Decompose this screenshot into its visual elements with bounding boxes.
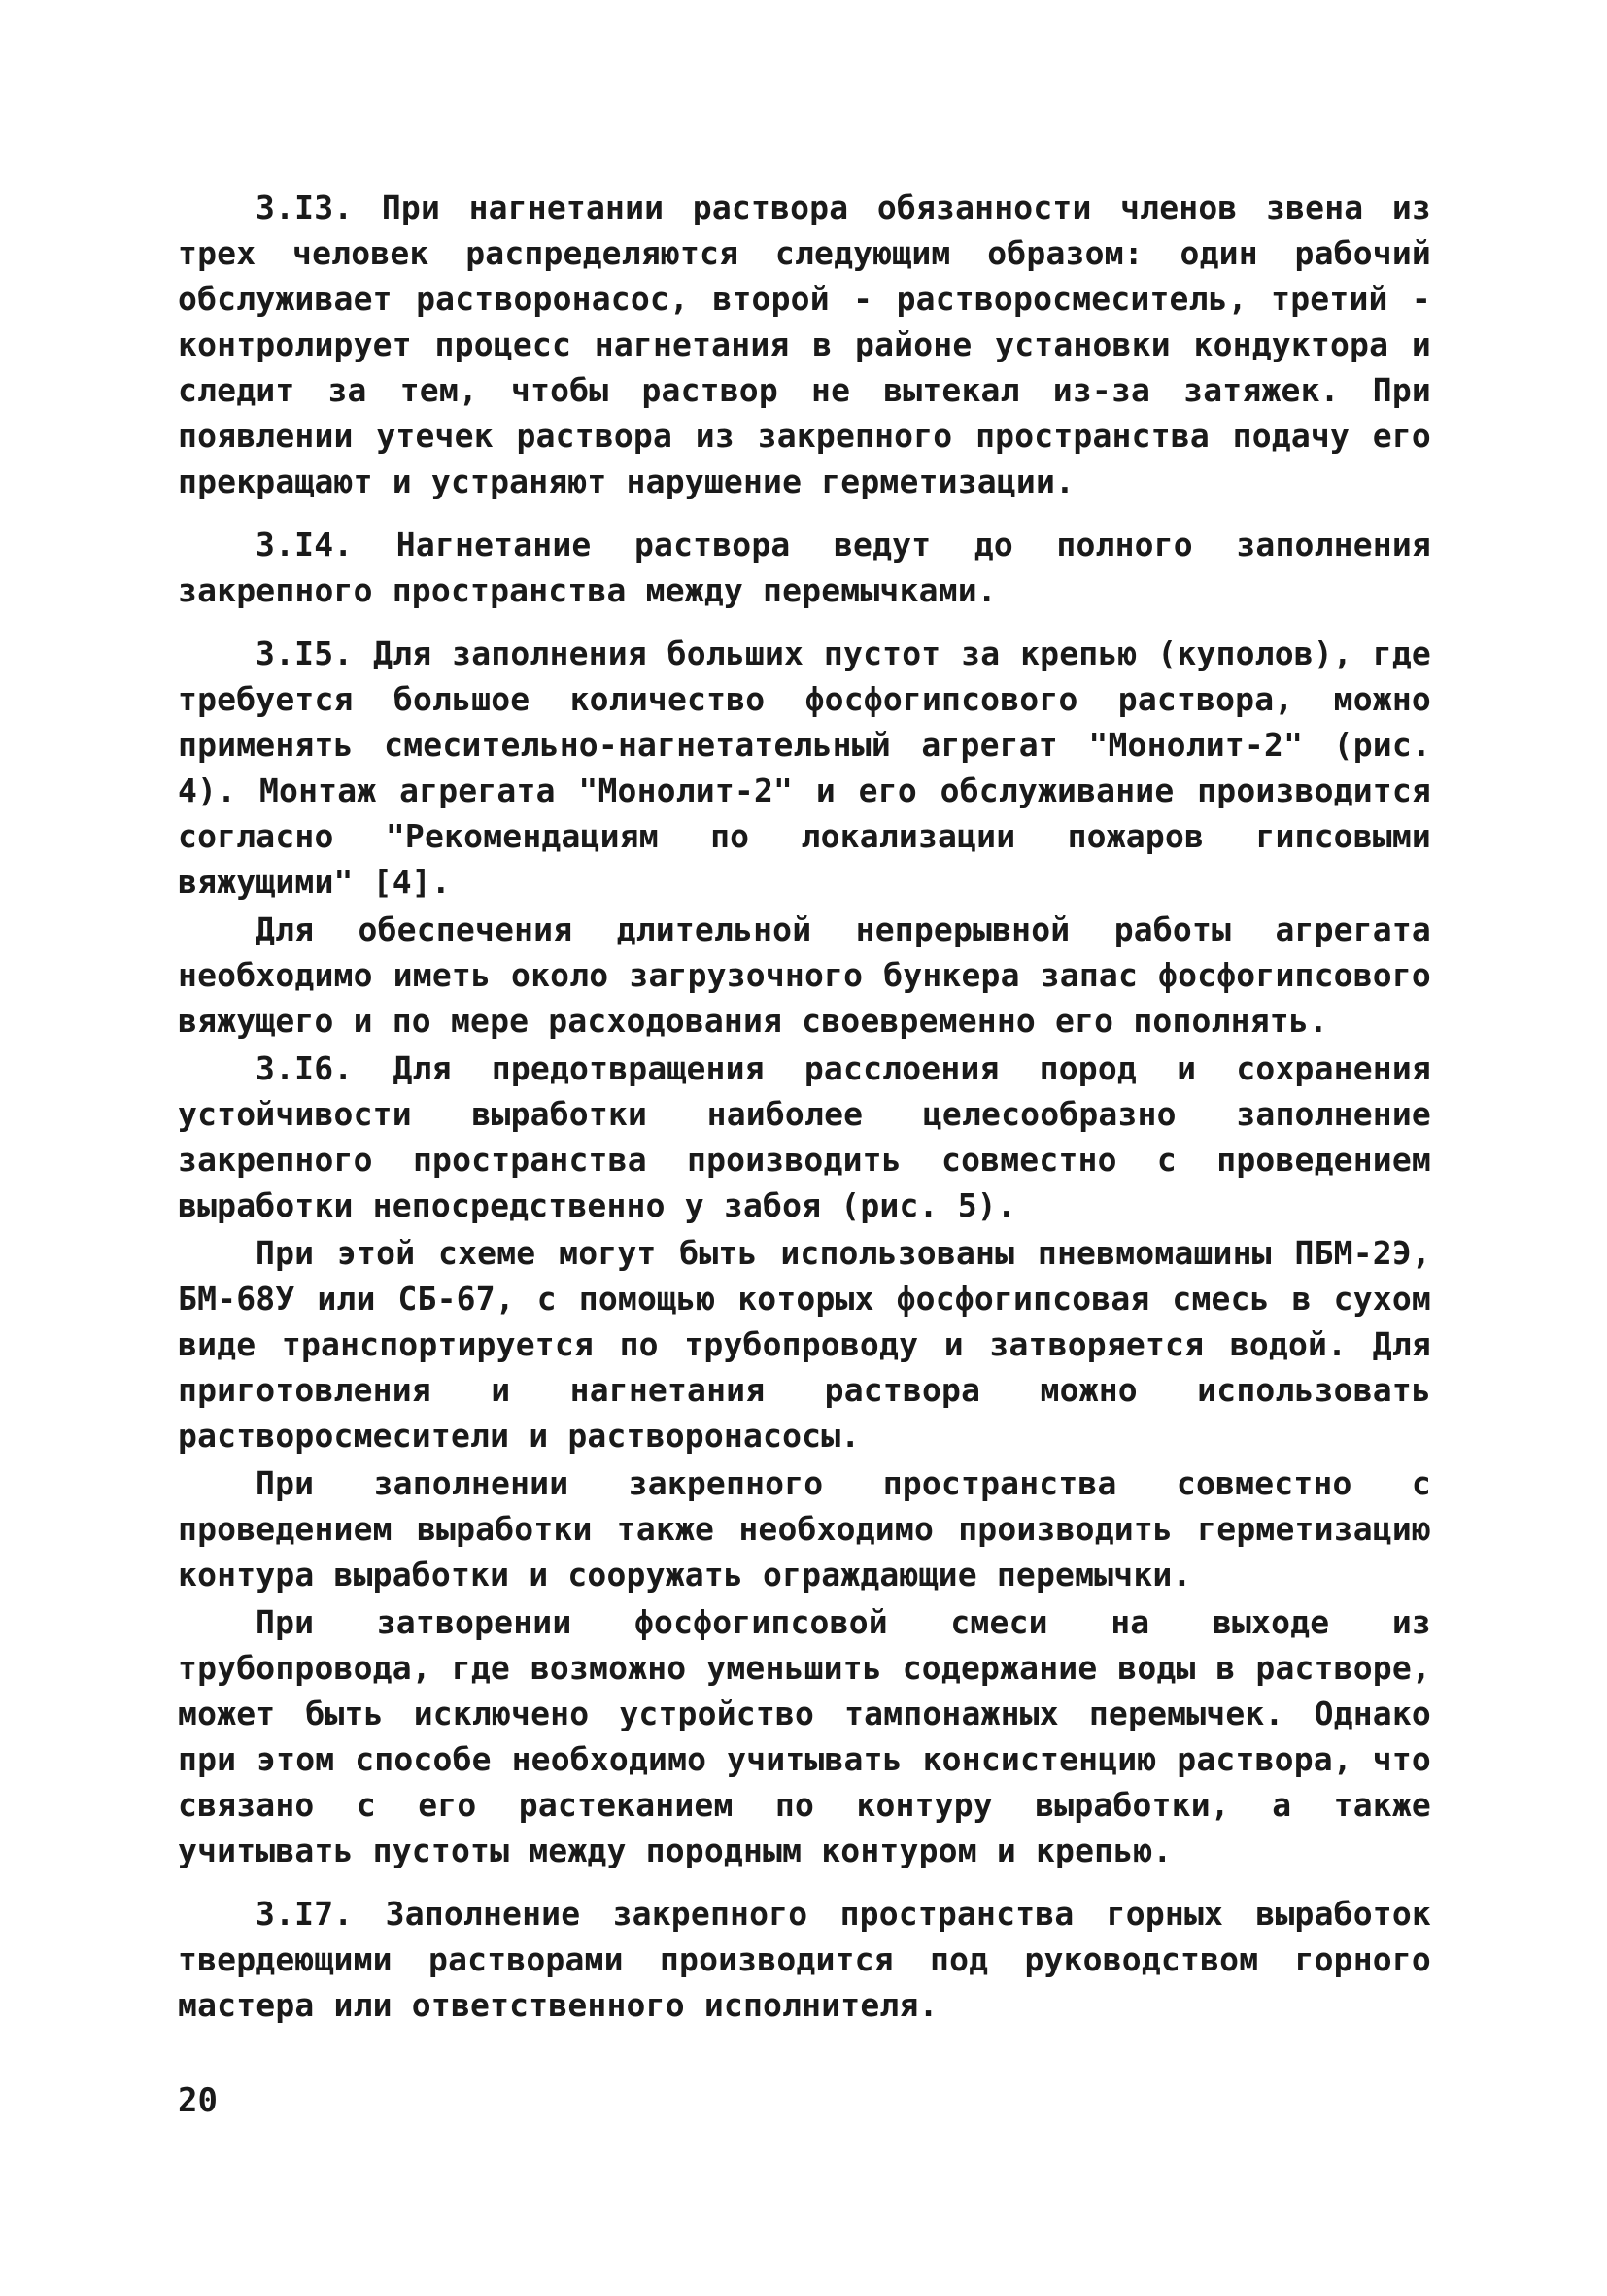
paragraph-3-14: 3.I4. Нагнетание раствора ведут до полного заполнения закрепного пространства между перемычками. xyxy=(178,526,1431,609)
paragraph-aggregate-supply: Для обеспечения длительной непрерывной работы агрегата необходимо иметь около загрузочного бункера запас фосфогипсового вяжущего и по мере расходования своевременно его пополнять. xyxy=(178,910,1431,1040)
paragraph-sealing-contour: При заполнении закрепного пространства совместно с проведением выработки также необходимо производить герметизацию контура выработки и сооружать ограждающие перемычки. xyxy=(178,1464,1431,1593)
paragraph-3-16: 3.I6. Для предотвращения расслоения пород и сохранения устойчивости выработки наиболее целесообразно заполнение закрепного пространства производить совместно с проведением выработки непосредственно у забоя (рис. 5). xyxy=(178,1049,1431,1224)
body-text xyxy=(178,185,1431,2028)
paragraph-pneumatic-machines: При этой схеме могут быть использованы пневмомашины ПБМ-2Э, БМ-68У или СБ-67, с помощью которых фосфогипсовая смесь в сухом виде транспортируется по трубопроводу и затворяется водой. Для приготовления и нагнетания раствора можно использовать растворосмесители и растворонасосы. xyxy=(178,1234,1431,1455)
paragraph-3-17: 3.I7. Заполнение закрепного пространства горных выработок твердеющими растворами производится под руководством горного мастера или ответственного исполнителя. xyxy=(178,1895,1431,2024)
paragraph-3-15: 3.I5. Для заполнения больших пустот за крепью (куполов), где требуется большое количество фосфогипсового раствора, можно применять смесительно-нагнетательный агрегат "Монолит-2" (рис. 4). Монтаж агрегата "Монолит-2" и его обслуживание производится согласно "Рекомендациям по локализации пожаров гипсовыми вяжущими" [4]. xyxy=(178,634,1431,901)
page-number: 20 xyxy=(178,2081,218,2120)
paragraph-3-13: 3.I3. При нагнетании раствора обязанности членов звена из трех человек распределяются следующим образом: один рабочий обслуживает растворонасос, второй - растворосмеситель, третий - контролирует процесс нагнетания в районе установки кондуктора и следит за тем, чтобы раствор не вытекал из-за затяжек. При появлении утечек раствора из закрепного пространства подачу его прекращают и устраняют нарушение герметизации. xyxy=(178,188,1431,500)
paragraph-mixing-at-outlet: При затворении фосфогипсовой смеси на выходе из трубопровода, где возможно уменьшить содержание воды в растворе, может быть исключено устройство тампонажных перемычек. Однако при этом способе необходимо учитывать консистенцию раствора, что связано с его растеканием по контуру выработки, а также учитывать пустоты между породным контуром и крепью. xyxy=(178,1603,1431,1869)
